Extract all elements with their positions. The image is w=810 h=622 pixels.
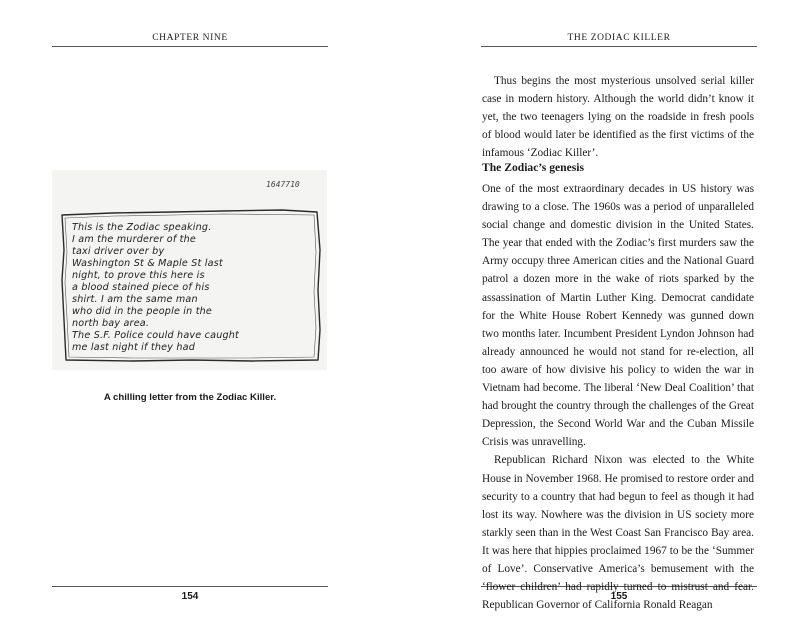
paragraph-text: Republican Richard Nixon was elected to the White House in November 1968. He promised to restore order and security to a country that had begun to feel as though it had lost its way. Nowhere was the division in US society more starkly seen than in the West Coast San Francisco Bay area. It was here that hippies proclaimed 1967 to be the ‘Summer of Love’. Conservative America’s bemusement with the ‘flower children’ had rapidly turned to mistrust and fear. Republican Governor of California Ronald Reagan	[482, 454, 754, 612]
letter-line: me last night if they had	[72, 342, 195, 353]
body-paragraph-intro	[482, 72, 754, 162]
page-number-left: 154	[181, 591, 199, 602]
paragraph-text: Thus begins the most mysterious unsolved serial killer case in modern history. Although the world didn’t know it yet, the two teenagers lying on the roadside in fresh pools of blood would later be identified as the first victims of the infamous ‘Zodiac Killer’.	[482, 75, 754, 160]
body-section	[482, 180, 754, 614]
running-head-right: THE ZODIAC KILLER	[567, 33, 671, 43]
figure-caption: A chilling letter from the Zodiac Killer.	[103, 392, 277, 403]
header-rule-left	[52, 46, 328, 47]
letter-line: north bay area.	[72, 318, 150, 329]
letter-line: I am the murderer of the	[72, 234, 196, 245]
letter-line: Washington St & Maple St last	[72, 258, 223, 269]
page-number-right: 155	[610, 591, 628, 602]
letter-line: who did in the people in the	[72, 306, 213, 317]
letter-line: shirt. I am the same man	[72, 294, 198, 305]
section-heading: The Zodiac’s genesis	[482, 161, 584, 174]
letter-reference-number: 1647710	[266, 180, 300, 189]
letter-line: a blood stained piece of his	[72, 282, 210, 293]
running-head-left: CHAPTER NINE	[152, 33, 228, 43]
letter-line: This is the Zodiac speaking.	[72, 222, 212, 233]
header-rule-right	[481, 46, 757, 47]
letter-line: taxi driver over by	[72, 246, 165, 257]
letter-line: night, to prove this here is	[72, 270, 205, 281]
zodiac-letter-photo	[52, 170, 327, 370]
footer-rule-left	[52, 586, 328, 587]
paragraph-text: One of the most extraordinary decades in US history was drawing to a close. The 1960s was a period of unparalleled social change and domestic division in the United States. The year that ended with the Zodiac’s first murders saw the Army occupy three American cities and the National Guard patrol a dozen more in the wake of riots sparked by the assassination of Martin Luther King. Democrat candidate for the White House Robert Kennedy was gunned down two months later. Incumbent President Lyndon Johnson had already announced he would not stand for re-election, all too aware of how divisive his policy to widen the war in Vietnam had become. The liberal ‘New Deal Coalition’ that had brought the country through the challenges of the Great Depression, the Second World War and the Cuban Missile Crisis was unravelling.	[482, 183, 754, 449]
letter-line: The S.F. Police could have caught	[72, 330, 240, 341]
